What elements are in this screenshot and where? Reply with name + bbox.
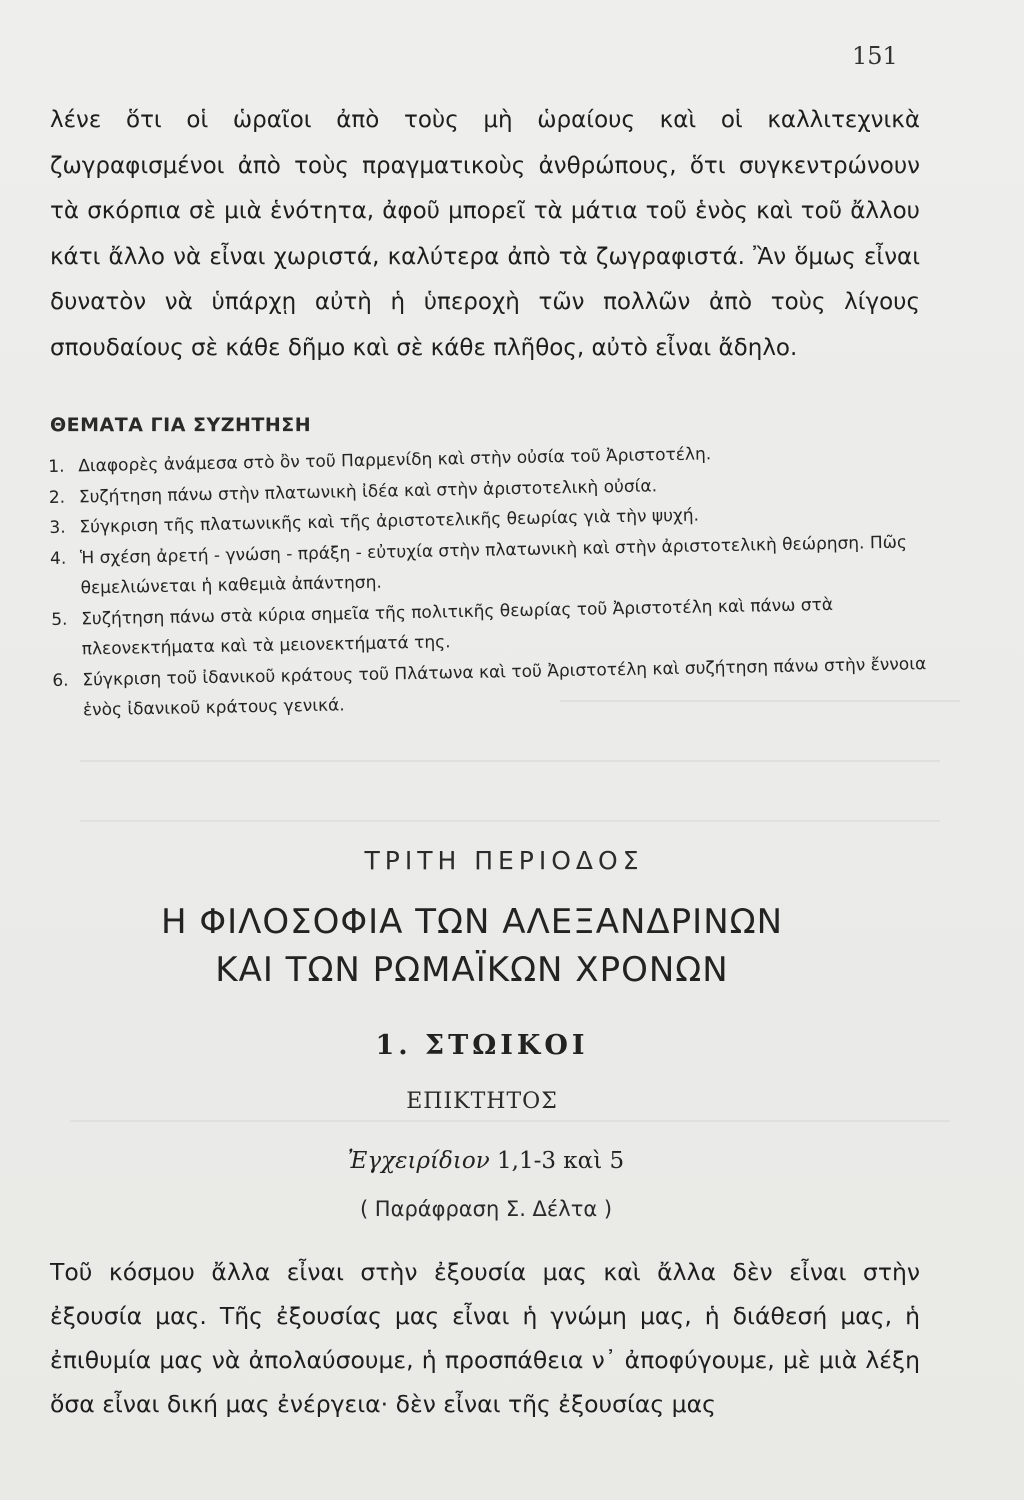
discussion-heading: ΘΕΜΑΤΑ ΓΙΑ ΣΥΖΗΤΗΣΗ [50, 414, 312, 436]
item-number: 2. [48, 487, 66, 508]
item-number: 3. [49, 517, 66, 538]
main-title-line-1: Η ΦΙΛΟΣΟΦΙΑ ΤΩΝ ΑΛΕΞΑΝΔΡΙΝΩΝ [160, 902, 784, 942]
item-text: Ἡ σχέση ἀρετή - γνώση - πράξη - εὐτυχία στὴν πλατωνικὴ καὶ στὴν ἀριστοτελικὴ θεώρηση. Πῶς θεμελιώνεται ἡ καθεμιὰ ἀπάντηση. [79, 532, 908, 599]
item-number: 6. [52, 670, 69, 691]
item-text: Συζήτηση πάνω στὴν πλατωνικὴ ἰδέα καὶ στὴν ἀριστοτελικὴ οὐσία. [78, 475, 658, 507]
item-text: Διαφορὲς ἀνάμεσα στὸ ὂν τοῦ Παρμενίδη καὶ στὴν οὐσία τοῦ Ἀριστοτέλη. [78, 444, 712, 477]
item-number: 1. [48, 456, 65, 477]
period-title: ΤΡΙΤΗ ΠΕΡΙΟΔΟΣ [364, 846, 644, 875]
text-paragraph: Τοῦ κόσμου ἄλλα εἶναι στὴν ἐξουσία μας καὶ ἄλλα δὲν εἶναι στὴν ἐξουσία μας. Τῆς ἐξουσίας μας εἶναι ἡ γνώμη μας, ἡ διάθεσή μας, ἡ ἐπιθυμία μας νὰ ἀπολαύσουμε, ἡ προσπάθεια ν᾽ ἀποφύγουμε, μὲ μιὰ λέξη ὅσα εἶναι δική μας ἐνέργεια· δὲν εἶναι τῆς ἐξουσίας μας [50, 1258, 920, 1418]
show-through-line [70, 1120, 950, 1142]
translation-note: ( Παράφραση Σ. Δέλτα ) [359, 1197, 613, 1221]
item-text: Σύγκριση τῆς πλατωνικῆς καὶ τῆς ἀριστοτελικῆς θεωρίας γιὰ τὴν ψυχή. [79, 505, 700, 538]
show-through-line [80, 760, 940, 782]
item-number: 4. [49, 548, 67, 569]
item-text: Σύγκριση τοῦ ἰδανικοῦ κράτους τοῦ Πλάτωνα καὶ τοῦ Ἀριστοτέλη καὶ συζήτηση πάνω στὴν ἔννοια ἑνὸς ἰδανικοῦ κράτους γενικά. [82, 653, 927, 721]
item-text: Συζήτηση πάνω στὰ κύρια σημεῖα τῆς πολιτικῆς θεωρίας τοῦ Ἀριστοτέλη καὶ πάνω στὰ πλεονεκτήματα καὶ τὰ μειονεκτήματά της. [81, 594, 834, 660]
intro-paragraph: λένε ὅτι οἱ ὡραῖοι ἀπὸ τοὺς μὴ ὡραίους καὶ οἱ καλλιτεχνικὰ ζωγραφισμένοι ἀπὸ τοὺς πραγματικοὺς ἀνθρώπους, ὅτι συγκεντρώνουν τὰ σκόρπια σὲ μιὰ ἑνότητα, ἀφοῦ μπορεῖ τὰ μάτια τοῦ ἑνὸς καὶ τοῦ ἄλλου κάτι ἄλλο νὰ εἶναι χωριστά, καλύτερα ἀπὸ τὰ ζωγραφιστά. Ἂν ὅμως εἶναι δυνατὸν νὰ ὑπάρχῃ αὐτὴ ἡ ὑπεροχὴ τῶν πολλῶν ἀπὸ τοὺς λίγους σπουδαίους σὲ κάθε δῆμο καὶ σὲ κάθε πλῆθος, αὐτὸ εἶναι ἄδηλο. [50, 107, 920, 361]
work-reference [0, 1148, 998, 1174]
author-name: ΕΠΙΚΤΗΤΟΣ [406, 1089, 558, 1114]
show-through-line [80, 820, 940, 842]
item-number: 5. [51, 609, 68, 630]
page-number: 151 [852, 42, 898, 70]
main-title [0, 898, 984, 994]
main-title-line-2: ΚΑΙ ΤΩΝ ΡΩΜΑΪΚΩΝ ΧΡΟΝΩΝ [215, 950, 729, 990]
chapter-heading: 1. ΣΤΩΙΚΟΙ [375, 1030, 589, 1061]
discussion-list [48, 435, 933, 726]
work-title: Ἐγχειρίδιον [347, 1148, 490, 1174]
work-passage: 1,1-3 καὶ 5 [497, 1148, 625, 1174]
